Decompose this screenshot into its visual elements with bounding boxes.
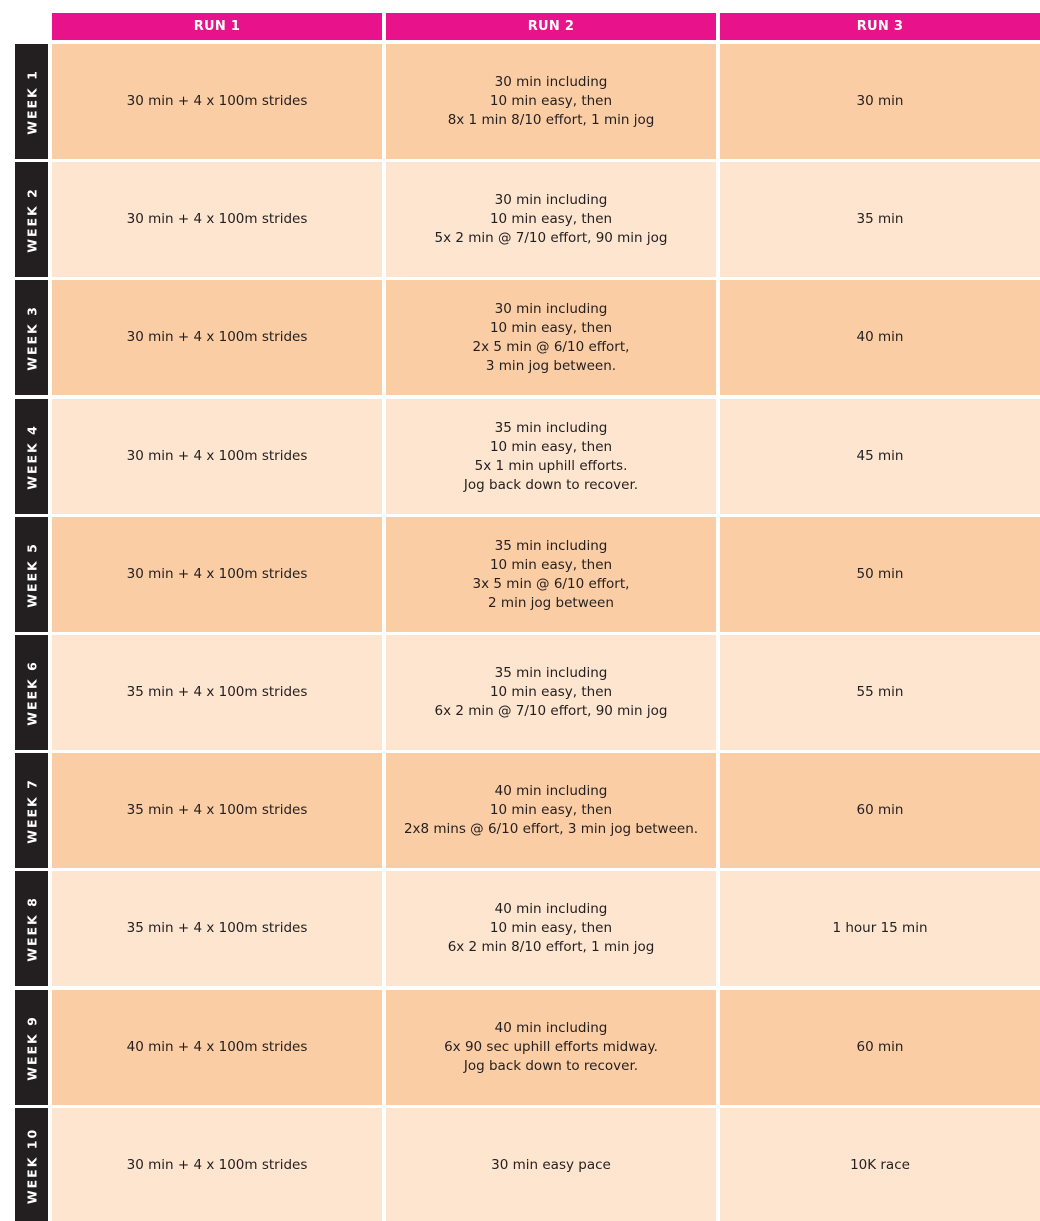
cell-run-2: 30 min easy pace (386, 1108, 716, 1221)
table-row (0, 990, 1040, 1105)
cell-run-2: 35 min including 10 min easy, then 3x 5 min @ 6/10 effort, 2 min jog between (386, 517, 716, 632)
week-tab (15, 399, 48, 514)
header-run-2: RUN 2 (386, 13, 716, 40)
week-label: WEEK 10 (24, 1127, 39, 1204)
table-row (0, 399, 1040, 514)
week-label: WEEK 3 (24, 304, 39, 371)
week-tab (15, 162, 48, 277)
week-tab (15, 517, 48, 632)
cell-run-3: 55 min (720, 635, 1040, 750)
cell-run-3: 40 min (720, 280, 1040, 395)
week-label: WEEK 7 (24, 777, 39, 844)
week-tab (15, 44, 48, 159)
cell-run-3: 1 hour 15 min (720, 871, 1040, 986)
cell-run-2: 30 min including 10 min easy, then 5x 2 min @ 7/10 effort, 90 min jog (386, 162, 716, 277)
cell-run-2: 40 min including 6x 90 sec uphill efforts midway. Jog back down to recover. (386, 990, 716, 1105)
cell-run-2: 40 min including 10 min easy, then 2x8 mins @ 6/10 effort, 3 min jog between. (386, 753, 716, 868)
cell-run-2: 30 min including 10 min easy, then 8x 1 min 8/10 effort, 1 min jog (386, 44, 716, 159)
table-row (0, 635, 1040, 750)
week-tab (15, 990, 48, 1105)
cell-run-3: 60 min (720, 990, 1040, 1105)
table-row (0, 280, 1040, 395)
cell-run-3: 10K race (720, 1108, 1040, 1221)
cell-run-3: 50 min (720, 517, 1040, 632)
cell-run-1: 35 min + 4 x 100m strides (52, 635, 382, 750)
cell-run-1: 30 min + 4 x 100m strides (52, 399, 382, 514)
week-tab (15, 871, 48, 986)
header-run-3: RUN 3 (720, 13, 1040, 40)
table-row (0, 517, 1040, 632)
cell-run-3: 60 min (720, 753, 1040, 868)
table-row (0, 753, 1040, 868)
week-tab (15, 635, 48, 750)
cell-run-2: 30 min including 10 min easy, then 2x 5 min @ 6/10 effort, 3 min jog between. (386, 280, 716, 395)
cell-run-1: 40 min + 4 x 100m strides (52, 990, 382, 1105)
cell-run-2: 40 min including 10 min easy, then 6x 2 min 8/10 effort, 1 min jog (386, 871, 716, 986)
table-row (0, 871, 1040, 986)
cell-run-2: 35 min including 10 min easy, then 5x 1 min uphill efforts. Jog back down to recover. (386, 399, 716, 514)
week-label: WEEK 6 (24, 659, 39, 726)
table-row (0, 1108, 1040, 1221)
table-row (0, 162, 1040, 277)
cell-run-1: 35 min + 4 x 100m strides (52, 871, 382, 986)
cell-run-2: 35 min including 10 min easy, then 6x 2 min @ 7/10 effort, 90 min jog (386, 635, 716, 750)
table-row (0, 44, 1040, 159)
week-tab (15, 1108, 48, 1221)
cell-run-1: 35 min + 4 x 100m strides (52, 753, 382, 868)
week-label: WEEK 4 (24, 423, 39, 490)
week-label: WEEK 9 (24, 1014, 39, 1081)
cell-run-3: 30 min (720, 44, 1040, 159)
cell-run-3: 45 min (720, 399, 1040, 514)
cell-run-1: 30 min + 4 x 100m strides (52, 44, 382, 159)
week-label: WEEK 8 (24, 895, 39, 962)
week-label: WEEK 2 (24, 186, 39, 253)
cell-run-3: 35 min (720, 162, 1040, 277)
week-label: WEEK 5 (24, 541, 39, 608)
header-run-1: RUN 1 (52, 13, 382, 40)
week-tab (15, 753, 48, 868)
cell-run-1: 30 min + 4 x 100m strides (52, 517, 382, 632)
cell-run-1: 30 min + 4 x 100m strides (52, 280, 382, 395)
week-tab (15, 280, 48, 395)
week-label: WEEK 1 (24, 68, 39, 135)
cell-run-1: 30 min + 4 x 100m strides (52, 162, 382, 277)
cell-run-1: 30 min + 4 x 100m strides (52, 1108, 382, 1221)
